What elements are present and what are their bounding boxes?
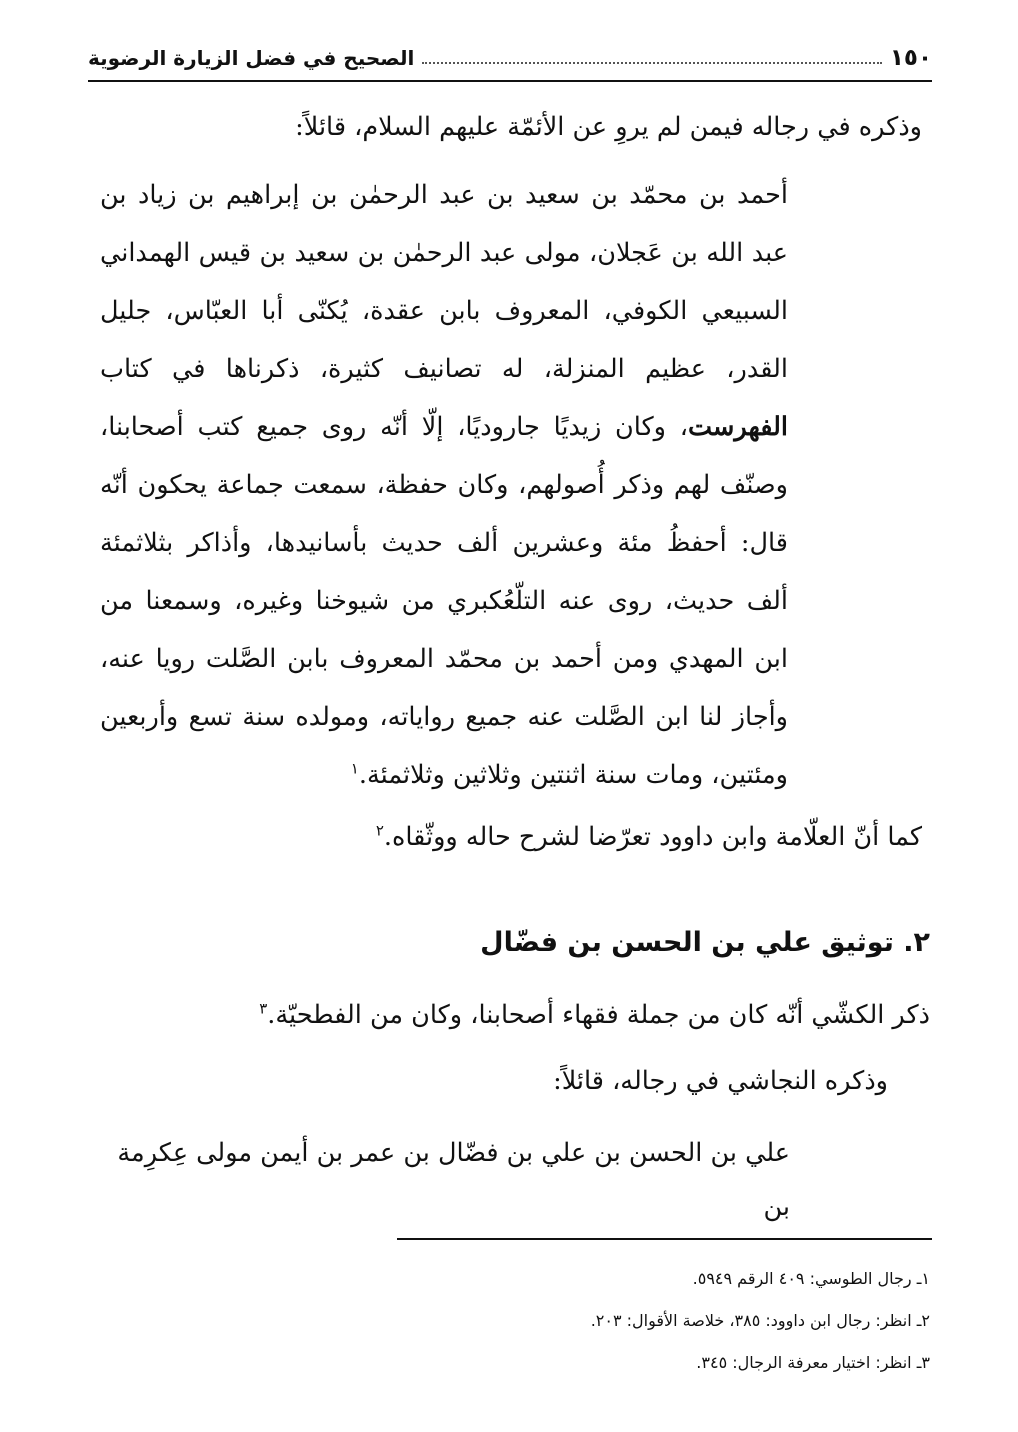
section-heading: ٢. توثيق علي بن الحسن بن فضّال: [480, 927, 930, 958]
section-paragraph-2: وذكره النجاشي في رجاله، قائلاً:: [553, 1066, 888, 1096]
section-quote-start: علي بن الحسن بن علي بن فضّال بن عمر بن أيمن مولى عِكرِمة بن: [117, 1138, 790, 1222]
intro-line: وذكره في رجاله فيمن لم يروِ عن الأئمّة عليهم السلام، قائلاً:: [295, 112, 922, 142]
page-number: ١٥٠: [889, 45, 932, 71]
page-header: [88, 36, 932, 82]
quote-text-part1: أحمد بن محمّد بن سعيد بن عبد الرحمٰن بن إبراهيم بن زياد بن عبد الله بن عَجلان، مولى عبد الرحمٰن بن سعيد بن قيس الهمداني السبيعي الكوفي، المعروف بابن عقدة، يُكنّى أبا العبّاس، جليل القدر، عظيم المنزلة، له تصانيف كثيرة، ذكرناها في كتاب: [100, 180, 788, 384]
section-paragraph-1-text: ذكر الكشّي أنّه كان من جملة فقهاء أصحابنا، وكان من الفطحيّة.: [267, 1000, 930, 1030]
footnote-ref-2[interactable]: ٢: [375, 821, 384, 840]
footnote-3: ٣ـ انظر: اختيار معرفة الرجال: ٣٤٥.: [696, 1353, 930, 1372]
footnote-ref-1[interactable]: ١: [350, 759, 359, 778]
biography-quote: [100, 166, 788, 804]
after-quote-text: كما أنّ العلّامة وابن داوود تعرّضا لشرح حاله ووثّقاه.: [383, 822, 922, 852]
footnote-1: ١ـ رجال الطوسي: ٤٠٩ الرقم ٥٩٤٩.: [692, 1269, 930, 1288]
quote-book-title: الفهرست: [688, 412, 788, 442]
after-quote-line: [88, 810, 922, 864]
running-title: الصحيح في فضل الزيارة الرضوية: [88, 46, 415, 70]
footnote-rule: [397, 1238, 932, 1240]
footnote-ref-3[interactable]: ٣: [259, 999, 268, 1018]
footnote-2: ٢ـ انظر: رجال ابن داوود: ٣٨٥، خلاصة الأقوال: ٢٠٣.: [590, 1311, 930, 1330]
footnotes: [300, 1258, 930, 1384]
quote-text-part2: ، وكان زيديًا جاروديًا، إلّا أنّه روى جميع كتب أصحابنا، وصنّف لهم وذكر أُصولهم، وكان حفظة، سمعت جماعة يحكون أنّه قال: أحفظُ مئة وعشرين ألف حديث بأسانيدها، وأذاكر بثلاثمئة ألف حديث، روى عنه التلّعُكبري من شيوخنا وغيره، وسمعنا من ابن المهدي ومن أحمد بن محمّد المعروف بابن الصَّلت رويا عنه، وأجاز لنا ابن الصَّلت عنه جميع رواياته، ومولده سنة تسع وأربعين ومئتين، ومات سنة اثنتين وثلاثين وثلاثمئة.: [100, 412, 788, 790]
dotted-leader: [422, 62, 882, 64]
section-paragraph-1: [88, 988, 930, 1042]
